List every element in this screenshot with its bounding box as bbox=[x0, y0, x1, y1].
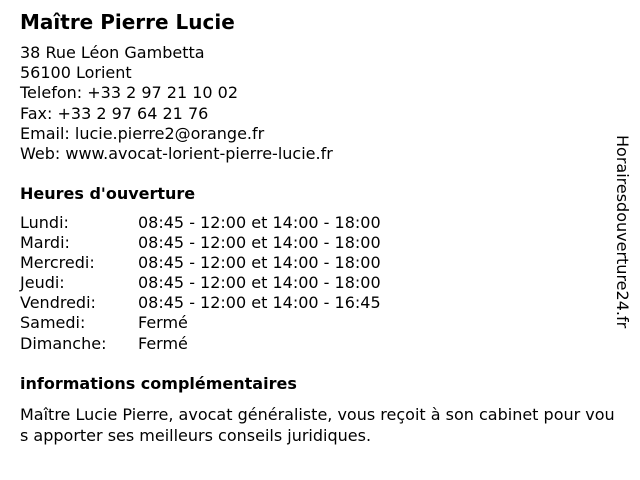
info-heading: informations complémentaires bbox=[20, 374, 297, 393]
hours-day: Mardi: bbox=[20, 233, 70, 253]
hours-row bbox=[20, 293, 440, 313]
hours-heading: Heures d'ouverture bbox=[20, 184, 196, 203]
info-text: Maître Lucie Pierre, avocat généraliste, vous reçoit à son cabinet pour vous apporter ses meilleurs conseils juridiques. bbox=[20, 405, 615, 445]
hours-time: 08:45 - 12:00 et 14:00 - 18:00 bbox=[138, 273, 381, 293]
hours-row bbox=[20, 273, 440, 293]
hours-time: 08:45 - 12:00 et 14:00 - 18:00 bbox=[138, 253, 381, 273]
hours-row bbox=[20, 334, 440, 354]
hours-time: 08:45 - 12:00 et 14:00 - 16:45 bbox=[138, 293, 381, 313]
hours-row bbox=[20, 253, 440, 273]
hours-day: Lundi: bbox=[20, 213, 69, 232]
hours-time: 08:45 - 12:00 et 14:00 - 18:00 bbox=[138, 233, 381, 253]
street-address: 38 Rue Léon Gambetta bbox=[20, 43, 205, 62]
watermark bbox=[612, 135, 632, 345]
hours-row bbox=[20, 213, 440, 233]
hours-day: Samedi: bbox=[20, 313, 86, 333]
hours-table bbox=[20, 213, 440, 354]
fax-number: Fax: +33 2 97 64 21 76 bbox=[20, 103, 209, 123]
watermark-text: Horairesdouverture24.fr bbox=[613, 135, 632, 329]
hours-day: Vendredi: bbox=[20, 293, 96, 313]
hours-day: Dimanche: bbox=[20, 333, 107, 353]
hours-row bbox=[20, 313, 440, 333]
hours-day: Jeudi: bbox=[20, 273, 65, 293]
page-title: Maître Pierre Lucie bbox=[20, 10, 235, 34]
city-postal: 56100 Lorient bbox=[20, 63, 132, 83]
hours-time: Fermé bbox=[138, 313, 188, 333]
hours-time: 08:45 - 12:00 et 14:00 - 18:00 bbox=[138, 213, 381, 232]
contact-block bbox=[20, 43, 333, 164]
phone-number: Telefon: +33 2 97 21 10 02 bbox=[20, 83, 239, 103]
hours-day: Mercredi: bbox=[20, 253, 95, 273]
email-address: Email: lucie.pierre2@orange.fr bbox=[20, 123, 265, 143]
hours-row bbox=[20, 233, 440, 253]
hours-time: Fermé bbox=[138, 333, 188, 353]
website: Web: www.avocat-lorient-pierre-lucie.fr bbox=[20, 143, 333, 163]
